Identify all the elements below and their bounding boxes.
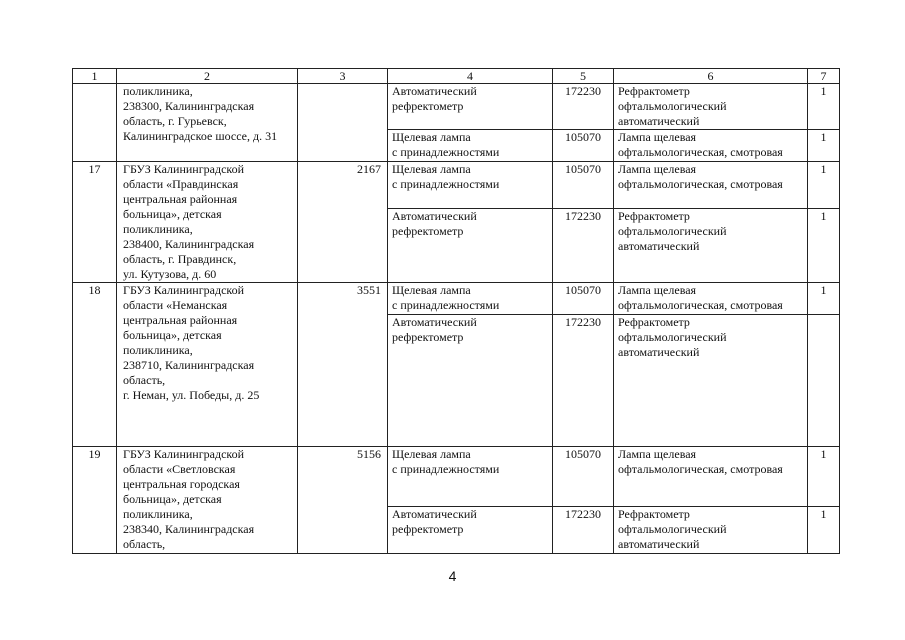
device-name-cell	[614, 447, 808, 507]
table-row	[73, 283, 840, 315]
organization-cell	[117, 447, 298, 554]
device-name-text: Рефрактометр офтальмологический автоматический	[618, 84, 727, 128]
quantity: 1	[808, 447, 840, 507]
classifier-code: 172230	[553, 84, 614, 130]
header-cell: 4	[388, 69, 553, 84]
equipment-text: Щелевая лампа с принадлежностями	[392, 130, 500, 159]
equipment-cell	[388, 130, 553, 162]
population-count: 3551	[298, 283, 388, 447]
header-cell: 2	[117, 69, 298, 84]
equipment-cell	[388, 209, 553, 283]
device-name-cell	[614, 162, 808, 209]
equipment-cell	[388, 507, 553, 554]
device-name-text: Рефрактометр офтальмологический автоматический	[618, 315, 727, 359]
equipment-text: Автоматический рефректометр	[392, 84, 477, 113]
organization-cell	[117, 283, 298, 447]
equipment-table	[72, 68, 840, 554]
page-number: 4	[448, 568, 457, 584]
equipment-text: Щелевая лампа с принадлежностями	[392, 162, 500, 191]
table-row	[73, 162, 840, 209]
device-name-text: Рефрактометр офтальмологический автоматический	[618, 209, 727, 254]
population-count	[298, 84, 388, 162]
table-header-row	[73, 69, 840, 84]
table-row	[73, 447, 840, 507]
equipment-text: Автоматический рефректометр	[392, 209, 477, 239]
header-cell: 3	[298, 69, 388, 84]
equipment-cell	[388, 447, 553, 507]
header-cell: 7	[808, 69, 840, 84]
row-number: 18	[73, 283, 117, 447]
device-name-cell	[614, 130, 808, 162]
classifier-code: 172230	[553, 507, 614, 554]
quantity: 1	[808, 209, 840, 283]
classifier-code: 105070	[553, 447, 614, 507]
table-row	[73, 84, 840, 130]
device-name-text: Рефрактометр офтальмологический автоматический	[618, 507, 727, 551]
device-name-text: Лампа щелевая офтальмологическая, смотровая	[618, 130, 783, 159]
row-number: 17	[73, 162, 117, 283]
classifier-code: 105070	[553, 162, 614, 209]
classifier-code: 105070	[553, 283, 614, 315]
organization-cell	[117, 162, 298, 283]
population-count: 2167	[298, 162, 388, 283]
equipment-cell	[388, 162, 553, 209]
quantity: 1	[808, 130, 840, 162]
quantity	[808, 315, 840, 447]
device-name-text: Лампа щелевая офтальмологическая, смотровая	[618, 283, 783, 312]
equipment-cell	[388, 315, 553, 447]
device-name-cell	[614, 84, 808, 130]
organization-text: ГБУЗ Калининградской области «Светловская центральная городская больница», детская поликлиника, 238340, Калининградская область,	[123, 447, 255, 551]
classifier-code: 172230	[553, 315, 614, 447]
device-name-cell	[614, 315, 808, 447]
equipment-cell	[388, 84, 553, 130]
header-cell: 6	[614, 69, 808, 84]
row-number: 19	[73, 447, 117, 554]
device-name-cell	[614, 283, 808, 315]
classifier-code: 105070	[553, 130, 614, 162]
classifier-code: 172230	[553, 209, 614, 283]
equipment-text: Автоматический рефректометр	[392, 315, 477, 344]
quantity: 1	[808, 84, 840, 130]
organization-cell	[117, 84, 298, 162]
device-name-text: Лампа щелевая офтальмологическая, смотровая	[618, 162, 783, 191]
header-cell: 5	[553, 69, 614, 84]
device-name-cell	[614, 209, 808, 283]
equipment-text: Щелевая лампа с принадлежностями	[392, 447, 500, 476]
organization-text: ГБУЗ Калининградской области «Неманская центральная районная больница», детская поликлиника, 238710, Калининградская область, г. Неман, ул. Победы, д. 25	[123, 283, 260, 402]
device-name-cell	[614, 507, 808, 554]
header-cell: 1	[73, 69, 117, 84]
quantity: 1	[808, 162, 840, 209]
quantity: 1	[808, 507, 840, 554]
equipment-text: Щелевая лампа с принадлежностями	[392, 283, 500, 312]
equipment-text: Автоматический рефректометр	[392, 507, 477, 536]
equipment-cell	[388, 283, 553, 315]
device-name-text: Лампа щелевая офтальмологическая, смотровая	[618, 447, 783, 476]
population-count: 5156	[298, 447, 388, 554]
quantity: 1	[808, 283, 840, 315]
row-number	[73, 84, 117, 162]
organization-text: поликлиника, 238300, Калининградская область, г. Гурьевск, Калининградское шоссе, д. 31	[123, 84, 278, 143]
organization-text: ГБУЗ Калининградской области «Правдинская центральная районная больница», детская поликлиника, 238400, Калининградская область, г. Правдинск, ул. Кутузова, д. 60	[123, 162, 255, 281]
